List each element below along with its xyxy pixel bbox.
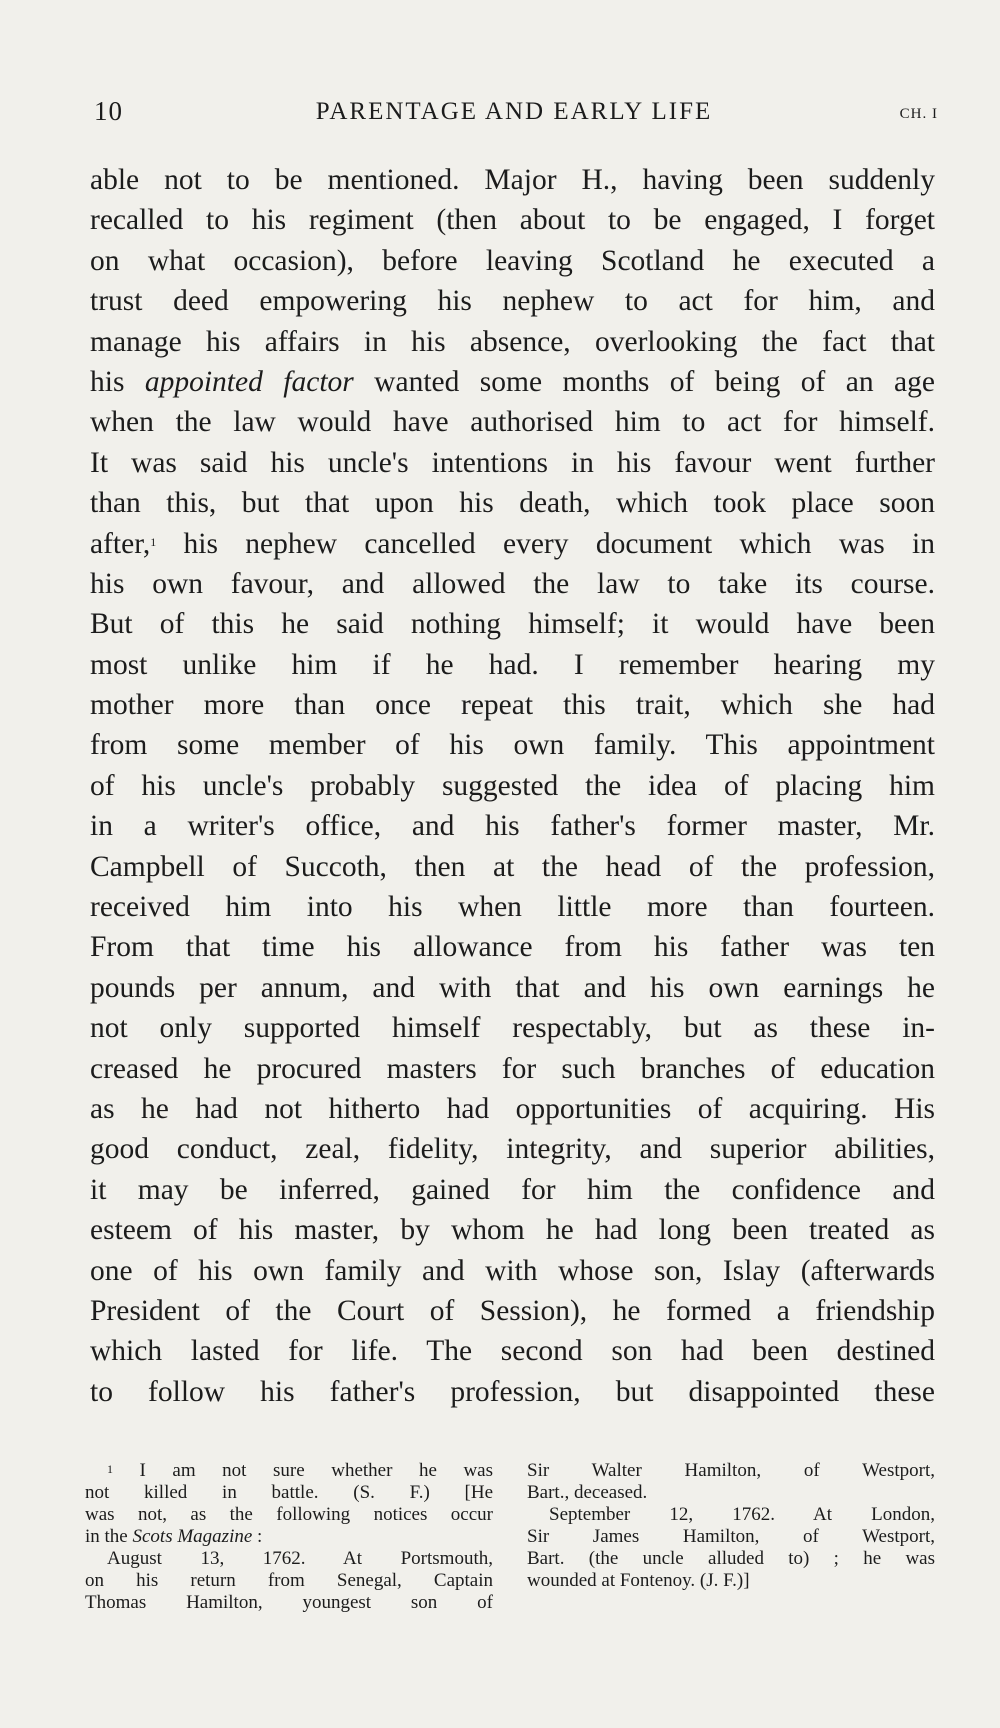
footnote-italic: Scots Magazine xyxy=(132,1526,253,1547)
footnote-text: : xyxy=(252,1526,263,1547)
body-line: But of this he said nothing himself; it would have been xyxy=(90,608,935,641)
body-line-with-italic xyxy=(90,362,935,402)
body-line: when the law would have authorised him to act for himself. xyxy=(90,406,935,439)
body-line: received him into his when little more than fourteen. xyxy=(90,891,935,924)
footnote-line: September 12, 1762. At London, xyxy=(549,1504,935,1525)
footnote-reference[interactable]: 1 xyxy=(150,534,157,549)
footnote-text: I am not sure whether he was xyxy=(113,1460,493,1481)
body-line: recalled to his regiment (then about to be engaged, I forget xyxy=(90,204,935,237)
footnote-line: Sir James Hamilton, of Westport, xyxy=(527,1526,935,1547)
page-number: 10 xyxy=(94,96,123,126)
body-line-with-footnote-ref xyxy=(90,524,935,564)
body-line: than this, but that upon his death, which took place soon xyxy=(90,487,935,520)
italic-phrase: appointed factor xyxy=(144,365,354,398)
footnote-line xyxy=(85,1460,493,1482)
body-line: able not to be mentioned. Major H., having been suddenly xyxy=(90,164,935,196)
footnote-line xyxy=(85,1526,493,1548)
body-line: good conduct, zeal, fidelity, integrity, and superior abilities, xyxy=(90,1133,935,1166)
body-line: as he had not hitherto had opportunities of acquiring. His xyxy=(90,1092,935,1125)
body-line: not only supported himself respectably, but as these in- xyxy=(90,1012,935,1045)
running-title: PARENTAGE AND EARLY LIFE xyxy=(315,98,713,125)
body-line: from some member of his own family. This appointment xyxy=(90,729,935,762)
body-line: trust deed empowering his nephew to act for him, and xyxy=(90,285,935,318)
footnote-column-right xyxy=(527,1460,935,1592)
body-line: his own favour, and allowed the law to take its course. xyxy=(90,567,935,600)
body-line: President of the Court of Session), he formed a friendship xyxy=(90,1294,935,1327)
body-line-part: after, xyxy=(90,527,151,560)
body-line: one of his own family and with whose son, Islay (afterwards xyxy=(90,1254,935,1287)
footnote-line: Thomas Hamilton, youngest son of xyxy=(85,1592,493,1613)
body-line: From that time his allowance from his father was ten xyxy=(90,931,935,964)
body-line: esteem of his master, by whom he had long been treated as xyxy=(90,1214,935,1247)
footnote-line: was not, as the following notices occur xyxy=(85,1504,493,1525)
body-line: mother more than once repeat this trait, which she had xyxy=(90,689,935,722)
footnote-line: wounded at Fontenoy. (J. F.)] xyxy=(527,1570,750,1591)
footnote-line: Sir Walter Hamilton, of Westport, xyxy=(527,1460,935,1481)
footnote-text: in the xyxy=(85,1526,133,1547)
footnote-line: not killed in battle. (S. F.) [He xyxy=(85,1482,493,1503)
body-line: creased he procured masters for such branches of education xyxy=(90,1052,935,1085)
body-line: it may be inferred, gained for him the confidence and xyxy=(90,1173,935,1206)
body-line: manage his affairs in his absence, overlooking the fact that xyxy=(90,325,935,358)
footnote-line: on his return from Senegal, Captain xyxy=(85,1570,493,1591)
page-header xyxy=(90,96,938,136)
body-line: of his uncle's probably suggested the idea of placing him xyxy=(90,769,935,802)
body-text xyxy=(90,160,935,1412)
footnote-column-left xyxy=(85,1460,493,1614)
footnote-marker: 1 xyxy=(107,1462,113,1476)
footnote-line: August 13, 1762. At Portsmouth, xyxy=(107,1548,493,1569)
body-line: pounds per annum, and with that and his own earnings he xyxy=(90,971,935,1004)
body-line-part: his nephew cancelled every document which was in xyxy=(156,527,935,560)
body-line-part: his xyxy=(90,365,145,398)
body-line: in a writer's office, and his father's former master, Mr. xyxy=(90,810,935,843)
chapter-mark: CH. I xyxy=(899,106,938,122)
body-line: Campbell of Succoth, then at the head of the profession, xyxy=(90,850,935,883)
body-line: on what occasion), before leaving Scotland he executed a xyxy=(90,244,935,277)
body-line: most unlike him if he had. I remember hearing my xyxy=(90,648,935,681)
body-line: which lasted for life. The second son had been destined xyxy=(90,1335,935,1368)
body-line-part: wanted some months of being of an age xyxy=(353,365,935,398)
footnote-line: Bart. (the uncle alluded to) ; he was xyxy=(527,1548,935,1569)
body-line: to follow his father's profession, but disappointed these xyxy=(90,1375,935,1408)
body-line: It was said his uncle's intentions in his favour went further xyxy=(90,446,935,479)
footnote-line: Bart., deceased. xyxy=(527,1482,648,1503)
